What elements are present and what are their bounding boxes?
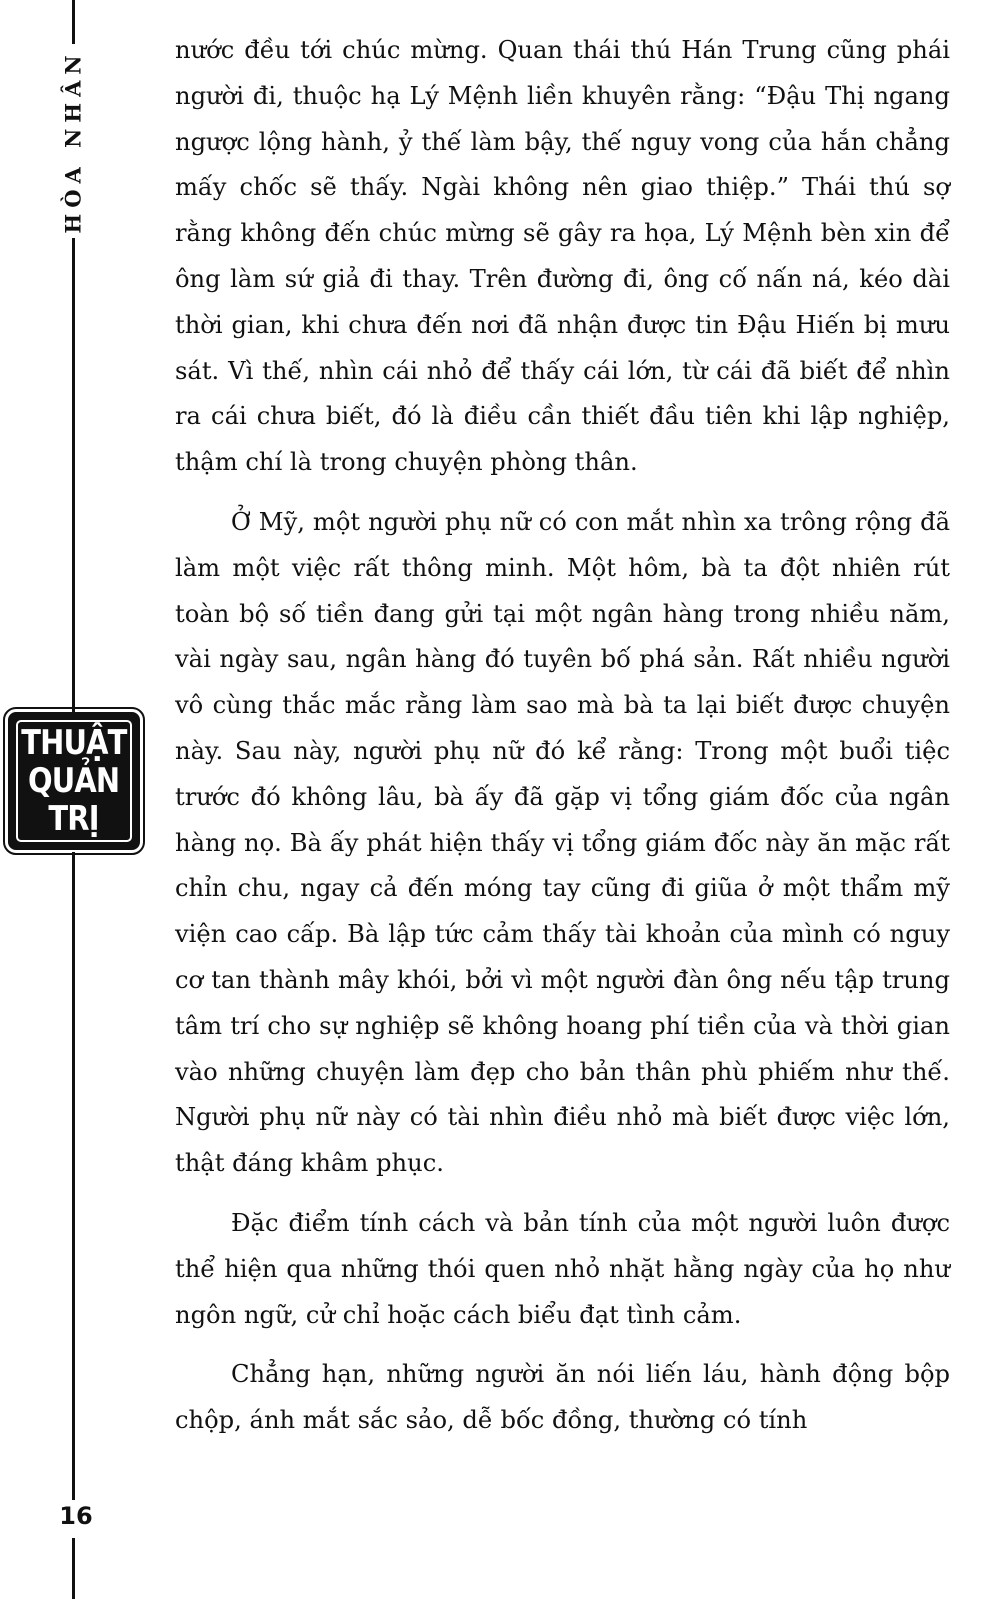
spine-line-lower: [72, 852, 75, 1500]
paragraph-1: nước đều tới chúc mừng. Quan thái thú Hán Trung cũng phái người đi, thuộc hạ Lý Mệnh liền khuyên rằng: “Đậu Thị ngang ngược lộng hành, ỷ thế làm bậy, thế nguy vong của hắn chẳng mấy chốc sẽ thấy. Ngài không nên giao thiệp.” Thái thú sợ rằng không đến chúc mừng sẽ gây ra họa, Lý Mệnh bèn xin để ông làm sứ giả đi thay. Trên đường đi, ông cố nấn ná, kéo dài thời gian, khi chưa đến nơi đã nhận được tin Đậu Hiến bị mưu sát. Vì thế, nhìn cái nhỏ để thấy cái lớn, từ cái đã biết để nhìn ra cái chưa biết, đó là điều cần thiết đầu tiên khi lập nghiệp, thậm chí là trong chuyện phòng thân.: [175, 36, 950, 477]
page-body: [175, 28, 950, 1444]
running-header-author: [50, 44, 96, 239]
paragraph-2: Ở Mỹ, một người phụ nữ có con mắt nhìn xa trông rộng đã làm một việc rất thông minh. Một hôm, bà ta đột nhiên rút toàn bộ số tiền đang gửi tại một ngân hàng trong nhiều năm, vài ngày sau, ngân hàng đó tuyên bố phá sản. Rất nhiều người vô cùng thắc mắc rằng làm sao mà bà ta lại biết được chuyện này. Sau này, người phụ nữ đó kể rằng: Trong một buổi tiệc trước đó không lâu, bà ấy đã gặp vị tổng giám đốc của ngân hàng nọ. Bà ấy phát hiện thấy vị tổng giám đốc này ăn mặc rất chỉn chu, ngay cả đến móng tay cũng đi giũa ở một thẩm mỹ viện cao cấp. Bà lập tức cảm thấy tài khoản của mình có nguy cơ tan thành mây khói, bởi vì một người đàn ông nếu tập trung tâm trí cho sự nghiệp sẽ không hoang phí tiền của và thời gian vào những chuyện làm đẹp cho bản thân phù phiếm như thế. Người phụ nữ này có tài nhìn điều nhỏ mà biết được việc lớn, thật đáng khâm phục.: [175, 507, 950, 1178]
author-name: HÒA NHÂN: [61, 45, 86, 237]
series-logo-line-1: THUẬT: [21, 723, 127, 763]
spine-line-bottom: [72, 1538, 75, 1599]
series-logo: [8, 712, 140, 850]
paragraph-4: Chẳng hạn, những người ăn nói liến láu, hành động bộp chộp, ánh mắt sắc sảo, dễ bốc đồng, thường có tính: [175, 1360, 950, 1435]
spine-line-middle: [72, 238, 75, 714]
series-logo-line-2: QUẢN: [28, 761, 120, 801]
series-logo-line-3: TRỊ: [48, 799, 100, 839]
paragraph-3: Đặc điểm tính cách và bản tính của một người luôn được thể hiện qua những thói quen nhỏ nhặt hằng ngày của họ như ngôn ngữ, cử chỉ hoặc cách biểu đạt tình cảm.: [175, 1208, 950, 1329]
spine-line-top: [72, 0, 75, 44]
page-number: 16: [56, 1502, 96, 1530]
